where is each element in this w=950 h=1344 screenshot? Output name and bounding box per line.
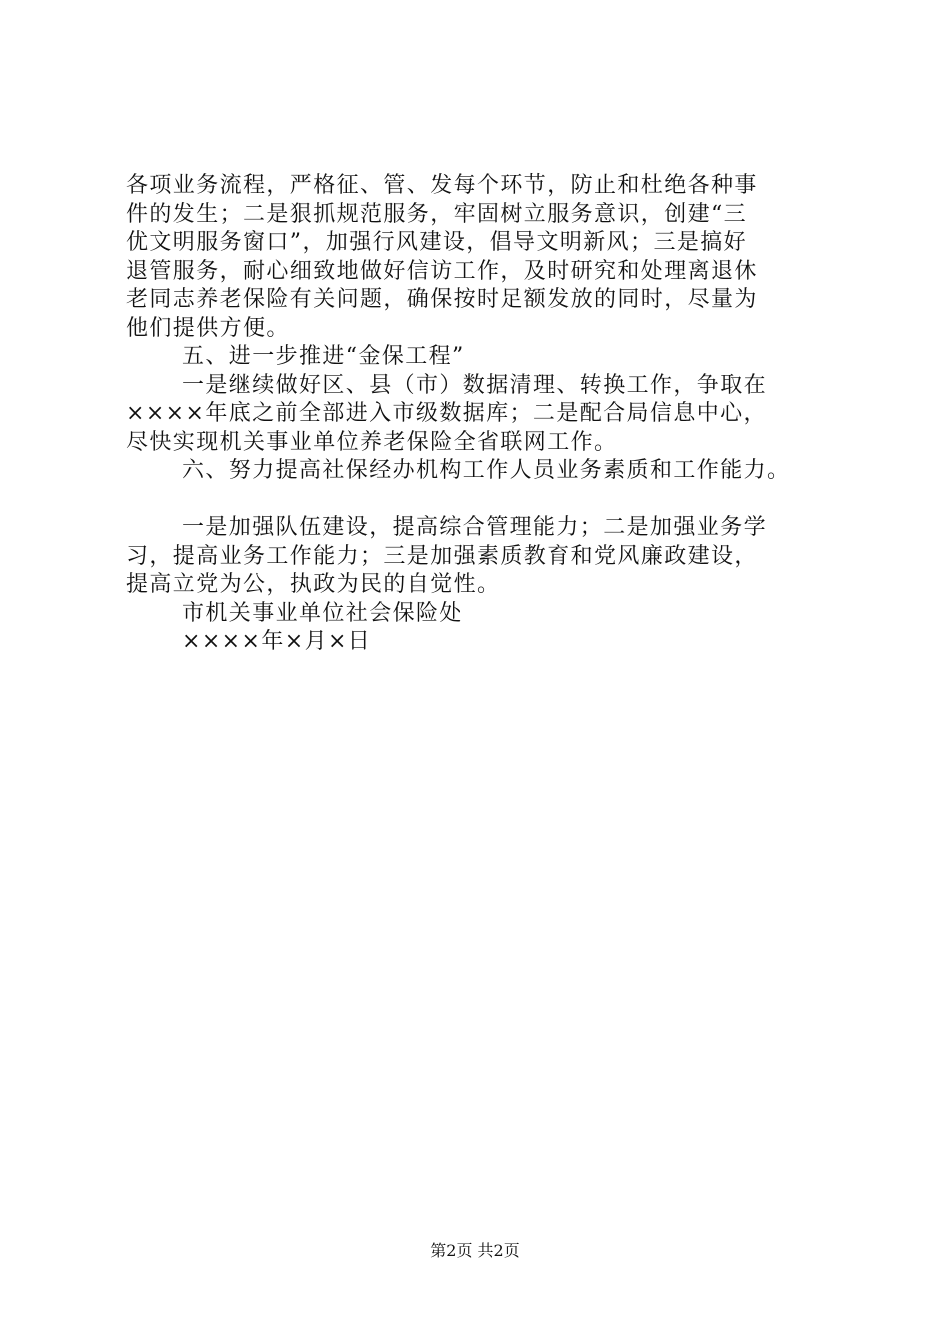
section-heading-5: 五、进一步推进“金保工程” bbox=[182, 344, 465, 369]
section-heading-6: 六、努力提高社保经办机构工作人员业务素质和工作能力。 bbox=[182, 458, 791, 483]
paragraph-duties-continued bbox=[126, 172, 838, 343]
paragraph-golden-insurance bbox=[126, 372, 838, 458]
text-line: 件的发生；二是狠抓规范服务，牢固树立服务意识，创建“三 bbox=[126, 201, 748, 227]
text-line: 习，提高业务工作能力；三是加强素质教育和党风廉政建设， bbox=[126, 543, 758, 569]
text-line: 一是加强队伍建设，提高综合管理能力；二是加强业务学 bbox=[182, 515, 768, 540]
text-line: 各项业务流程，严格征、管、发每个环节，防止和杜绝各种事 bbox=[126, 173, 758, 198]
signature-organization: 市机关事业单位社会保险处 bbox=[182, 600, 463, 626]
text-line: 退管服务，耐心细致地做好信访工作，及时研究和处理离退休 bbox=[126, 258, 758, 284]
text-line: 老同志养老保险有关问题，确保按时足额发放的同时，尽量为 bbox=[126, 287, 758, 312]
text-line: 尽快实现机关事业单位养老保险全省联网工作。 bbox=[126, 429, 618, 455]
blank-line bbox=[126, 486, 838, 515]
text-line: 优文明服务窗口”，加强行风建设，倡导文明新风；三是搞好 bbox=[126, 230, 748, 255]
document-body bbox=[126, 172, 838, 657]
text-line: ××××年底之前全部进入市级数据库；二是配合局信息中心， bbox=[126, 401, 767, 426]
paragraph-staff-quality bbox=[126, 514, 838, 600]
page-number-footer: 第2页 共2页 bbox=[430, 1241, 520, 1260]
text-line: 他们提供方便。 bbox=[126, 315, 290, 341]
text-line: 一是继续做好区、县（市）数据清理、转换工作，争取在 bbox=[182, 372, 768, 398]
signature-date: ××××年×月×日 bbox=[182, 629, 372, 654]
text-line: 提高立党为公，执政为民的自觉性。 bbox=[126, 572, 501, 597]
